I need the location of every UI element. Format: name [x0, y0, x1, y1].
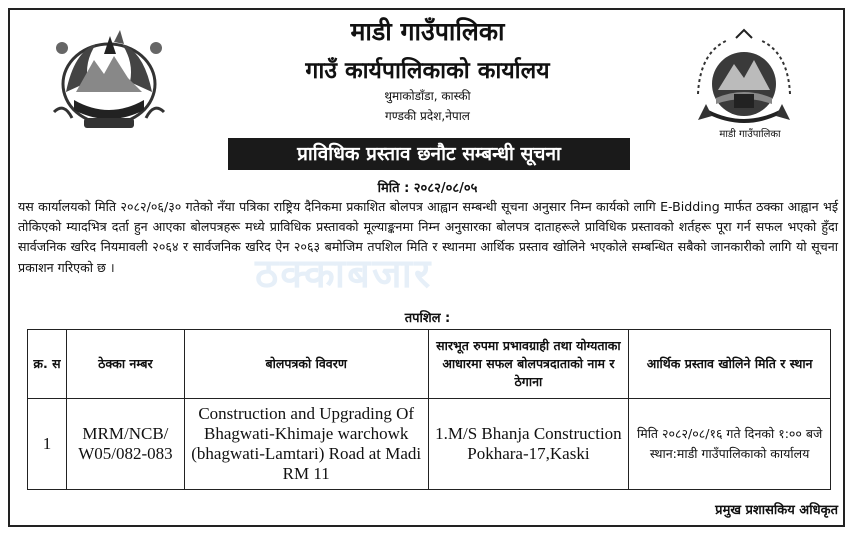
header-description: बोलपत्रको विवरण — [184, 330, 428, 399]
right-logo-caption: माडी गाउँपालिका — [719, 129, 781, 140]
watermark-text: ठक्काबजार — [255, 251, 433, 297]
details-heading: तपशिल : — [404, 311, 451, 326]
table-header-row — [28, 330, 831, 399]
cell-opening: मिति २०८२/०८/१६ गते दिनको १:०० बजे स्थान:माडी गाउँपालिकाको कार्यालय — [629, 399, 831, 490]
office-address: थुमाकोडाँडा, कास्की — [384, 89, 471, 103]
office-name: गाउँ कार्यपालिकाको कार्यालय — [305, 58, 550, 84]
table-row — [28, 399, 831, 490]
cell-description: Construction and Upgrading Of Bhagwati-Khimaje warchowk (bhagwati-Lamtari) Road at Madi RM 11 — [184, 399, 428, 490]
signatory-title: प्रमुख प्रशासकिय अधिकृत — [715, 503, 838, 518]
header-sn: क्र. स — [28, 330, 67, 399]
cell-contract-no: MRM/NCB/ W05/082-083 — [66, 399, 184, 490]
cell-sn: 1 — [28, 399, 67, 490]
cell-bidder: 1.M/S Bhanja Construction Pokhara-17,Kaski — [428, 399, 629, 490]
notice-body: यस कार्यालयको मिति २०८२/०६/३० गतेको नँया पत्रिका राष्ट्रिय दैनिकमा प्रकाशित बोलपत्र आह्वान सम्बन्धी सूचना अनुसार निम्न कार्यको लागि E-Bidding मार्फत ठक्का आह्वान भई तोकिएको म्यादभित्र दर्ता हुन आएका बोलपत्रहरू मध्ये प्राविधिक प्रस्तावको मूल्याङ्कनमा निम्न अनुसारका बोलपत्र दाताहरूले प्राविधिक प्रस्तावको शर्तहरू पूरा गर्न सफल भएको हुँदा सार्वजनिक खरिद नियमावली २०६४ र सार्वजनिक खरिद ऐन २०६३ बमोजिम तपशिल मिति र स्थानमा आर्थिक प्रस्ताव खोलिने भएकोले सम्बन्धित सबैको जानकारीको लागि यो सूचना प्रकाशन गरिएको छ । — [18, 199, 838, 275]
header-bidder: सारभूत रुपमा प्रभावग्राही तथा योग्यताका आधारमा सफल बोलपत्रदाताको नाम र ठेगाना — [428, 330, 629, 399]
notice-title: प्राविधिक प्रस्ताव छनौट सम्बन्धी सूचना — [228, 138, 630, 170]
municipality-name: माडी गाउँपालिका — [350, 17, 505, 46]
nepal-government-emblem-icon — [44, 22, 174, 140]
notice-date: मिति : २०८२/०८/०५ — [377, 181, 478, 196]
header-opening: आर्थिक प्रस्ताव खोलिने मिति र स्थान — [629, 330, 831, 399]
details-table — [27, 329, 831, 490]
office-province: गण्डकी प्रदेश,नेपाल — [385, 109, 470, 123]
header-contract-no: ठेक्का नम्बर — [66, 330, 184, 399]
